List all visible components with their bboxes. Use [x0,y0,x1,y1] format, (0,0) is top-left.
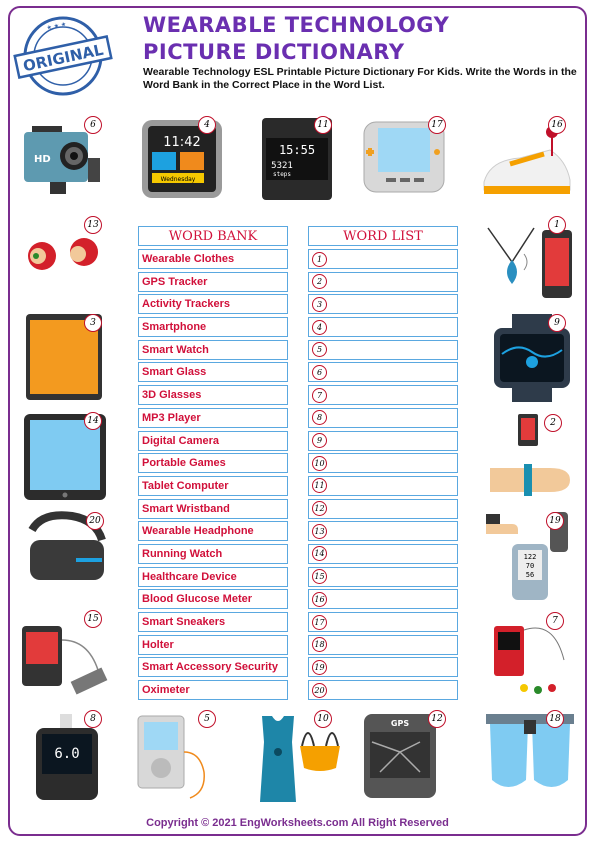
picture-number: 9 [548,314,566,332]
word-list-number: 16 [312,592,327,607]
original-stamp [12,14,114,98]
word-bank-item: Tablet Computer [138,476,288,496]
gps-tracker-picture [360,712,440,802]
picture-number: 8 [84,710,102,728]
picture-number: 14 [84,412,102,430]
word-bank-item: GPS Tracker [138,272,288,292]
word-bank-item: Wearable Clothes [138,249,288,269]
picture-number: 7 [546,612,564,630]
word-bank-item: Digital Camera [138,431,288,451]
word-bank-item: Smart Accessory Security [138,657,288,677]
svg-text:Wednesday: Wednesday [160,176,196,183]
word-list-row[interactable] [308,567,458,587]
word-list-row[interactable] [308,294,458,314]
picture-number: 17 [428,116,446,134]
picture-number: 13 [84,216,102,234]
copyright-footer: Copyright © 2021 EngWorksheets.com All Right Reserved [146,817,449,829]
page-title [143,12,449,66]
word-list-number: 11 [312,478,327,493]
word-list-row[interactable] [308,385,458,405]
picture-number: 2 [544,414,562,432]
svg-text:56: 56 [525,571,535,579]
word-list-row[interactable] [308,544,458,564]
picture-number: 18 [546,710,564,728]
picture-number: 6 [84,116,102,134]
word-bank-item: 3D Glasses [138,385,288,405]
word-bank-heading: WORD BANK [138,226,288,246]
picture-number: 1 [548,216,566,234]
svg-text:70: 70 [525,562,535,570]
word-list-row[interactable] [308,340,458,360]
word-list-row[interactable] [308,362,458,382]
word-list-number: 9 [312,433,327,448]
svg-text:15:55: 15:55 [278,143,316,157]
svg-text:★ ★ ★: ★ ★ ★ [45,20,67,32]
word-bank-item: Activity Trackers [138,294,288,314]
picture-number: 3 [84,314,102,332]
word-list-number: 17 [312,615,327,630]
word-list-number: 3 [312,297,327,312]
word-bank [138,249,288,703]
picture-number: 16 [548,116,566,134]
svg-text:6.0: 6.0 [54,746,80,762]
svg-text:5321: 5321 [271,161,293,171]
picture-number: 12 [428,710,446,728]
word-bank-item: Running Watch [138,544,288,564]
word-list-number: 8 [312,410,327,425]
word-list-number: 18 [312,637,327,652]
picture-number: 19 [546,512,564,530]
instructions: Wearable Technology ESL Printable Picture Dictionary For Kids. Write the Words in the Word Bank in the Correct Place in the Word List. [143,66,577,91]
svg-text:122: 122 [523,553,537,561]
svg-text:GPS: GPS [390,719,410,728]
word-bank-item: Smart Watch [138,340,288,360]
word-bank-item: Portable Games [138,453,288,473]
title-line-2: PICTURE DICTIONARY [143,40,405,64]
title-line-1: WEARABLE TECHNOLOGY [143,13,450,37]
word-list-number: 4 [312,320,327,335]
word-bank-item: Oximeter [138,680,288,700]
earbuds-picture [22,226,108,282]
word-bank-item: Healthcare Device [138,567,288,587]
word-bank-item: Smartphone [138,317,288,337]
word-list-row[interactable] [308,476,458,496]
picture-number: 5 [198,710,216,728]
word-list-number: 2 [312,274,327,289]
word-list-number: 6 [312,365,327,380]
word-bank-item: Blood Glucose Meter [138,589,288,609]
svg-text:ORIGINAL: ORIGINAL [21,40,105,76]
word-list-row[interactable] [308,499,458,519]
word-list-row[interactable] [308,657,458,677]
word-bank-item: Wearable Headphone [138,521,288,541]
word-list-row[interactable] [308,635,458,655]
word-list-row[interactable] [308,272,458,292]
picture-number: 10 [314,710,332,728]
picture-number: 20 [86,512,104,530]
word-bank-item: MP3 Player [138,408,288,428]
word-list-number: 12 [312,501,327,516]
picture-number: 15 [84,610,102,628]
word-list-heading: WORD LIST [308,226,458,246]
word-list-number: 19 [312,660,327,675]
word-list-row[interactable] [308,589,458,609]
word-list-number: 5 [312,342,327,357]
word-list-number: 1 [312,252,327,267]
word-list-row[interactable] [308,317,458,337]
word-list-number: 14 [312,546,327,561]
word-bank-item: Smart Glass [138,362,288,382]
word-bank-item: Smart Sneakers [138,612,288,632]
picture-number: 4 [198,116,216,134]
svg-text:HD: HD [34,154,51,165]
word-list-row[interactable] [308,408,458,428]
word-list-row[interactable] [308,612,458,632]
word-list-row[interactable] [308,453,458,473]
picture-number: 11 [314,116,332,134]
word-list-number: 20 [312,683,327,698]
svg-text:11:42: 11:42 [163,135,201,150]
word-list-number: 15 [312,569,327,584]
word-list-number: 7 [312,388,327,403]
accessory-security-picture [484,224,578,304]
word-list-row[interactable] [308,431,458,451]
word-bank-item: Smart Wristband [138,499,288,519]
word-list-number: 13 [312,524,327,539]
word-list-row[interactable] [308,680,458,700]
word-list-row[interactable] [308,249,458,269]
word-list-row[interactable] [308,521,458,541]
word-list-number: 10 [312,456,327,471]
word-list [308,249,458,703]
svg-text:steps: steps [272,171,292,178]
word-bank-item: Holter [138,635,288,655]
